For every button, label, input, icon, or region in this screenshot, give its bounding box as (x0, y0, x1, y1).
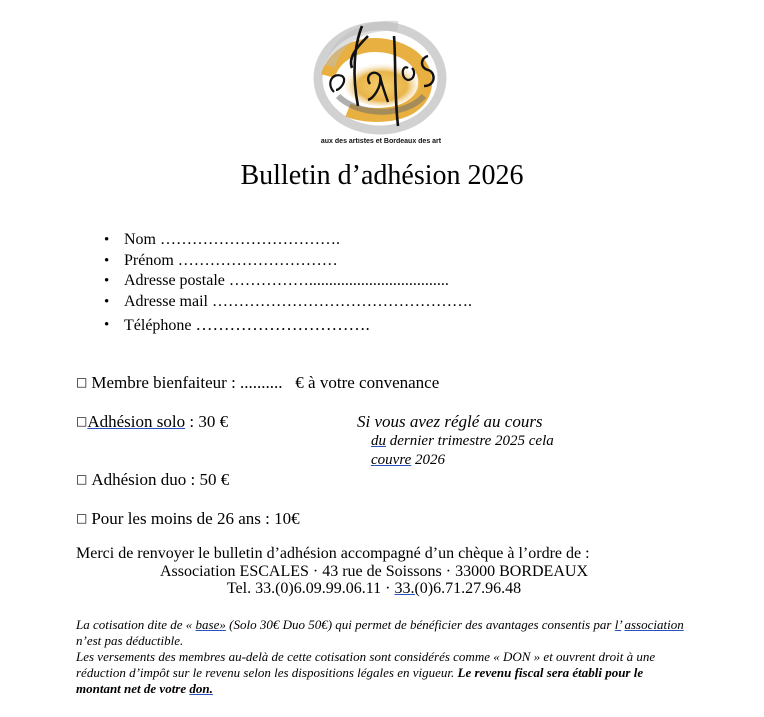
duo-label: Adhésion duo : 50 € (91, 470, 230, 489)
side-note-du: du (371, 433, 386, 449)
logo-caption: aux des artistes et Bordeaux des art (320, 138, 442, 145)
note-a3: n’est pas déductible. (76, 633, 184, 648)
note-a1: La cotisation dite de « (76, 617, 196, 632)
note-b1: Les versements des membres au-delà de cette cotisation sont considérés comme « DON » et ouvrent droit à une réduction d’impôt sur le revenu selon les dispositions légales en vigueur. (76, 649, 656, 680)
bienfaiteur-dots: .......... (240, 373, 283, 392)
field-nom-dots: ……………………………. (160, 231, 340, 248)
note-don: don. (189, 681, 213, 696)
merci-text: Merci de renvoyer le bulletin d’adhésion accompagné d’un chèque à l’ordre de : (76, 545, 590, 562)
side-note-line2 (371, 433, 554, 450)
member-fields-list (104, 230, 472, 339)
field-adresse-postale (104, 271, 472, 292)
side-note-line3 (371, 452, 445, 469)
note-b-bold: Le revenu fiscal sera établi pour le montant net de votre (76, 665, 644, 696)
bienfaiteur-suffix: € à votre convenance (295, 373, 440, 392)
field-nom (104, 230, 472, 251)
association-address: Association ESCALES · 43 rue de Soissons · 33000 BORDEAUX (160, 563, 588, 580)
checkbox-bienfaiteur[interactable]: □ (76, 375, 88, 389)
cotisation-note (76, 617, 686, 697)
note-base: base» (195, 617, 226, 632)
field-prenom-label: Prénom (124, 251, 174, 269)
field-prenom-dots: ………………………… (177, 251, 338, 269)
phone-second-u: 33.( (394, 580, 420, 597)
solo-label: Adhésion solo (87, 412, 186, 431)
bienfaiteur-label: Membre bienfaiteur : (91, 373, 236, 392)
field-adresse-postale-label: Adresse postale (124, 272, 225, 289)
checkbox-solo[interactable]: □ (76, 414, 88, 428)
option-adhesion-solo (76, 412, 228, 432)
solo-price: : 30 € (189, 412, 229, 431)
note-l: l’ (614, 617, 622, 632)
note-association: association (624, 617, 684, 632)
option-moins-26 (76, 509, 300, 529)
field-adresse-mail (104, 292, 472, 313)
side-note-couvre: couvre (371, 452, 412, 468)
note-paragraph-2 (76, 649, 686, 697)
phone-prefix: Tel. 33.(0)6.09.99.06.11 · (226, 580, 395, 597)
side-note-line3-text: 2026 (411, 452, 446, 468)
side-note-line2-text: dernier trimestre 2025 cela (386, 433, 554, 449)
field-telephone (104, 312, 472, 339)
note-paragraph-1 (76, 617, 686, 649)
option-membre-bienfaiteur (76, 373, 439, 393)
field-adresse-mail-label: Adresse mail (124, 292, 208, 310)
field-nom-label: Nom (124, 231, 156, 248)
field-adresse-mail-dots: …………………………………………. (211, 292, 472, 310)
field-telephone-label: Téléphone (124, 317, 192, 334)
phone-second-rest: 0)6.71.27.96.48 (419, 580, 522, 597)
option-adhesion-duo (76, 470, 229, 490)
checkbox-moins-26[interactable]: □ (76, 511, 88, 525)
logo-graphic (308, 6, 454, 136)
checkbox-duo[interactable]: □ (76, 472, 88, 486)
page-title: Bulletin d’adhésion 2026 (240, 160, 524, 191)
field-prenom (104, 251, 472, 272)
association-phones (0, 580, 756, 598)
field-telephone-dots: …………………………. (195, 315, 370, 334)
side-note-line1: Si vous avez réglé au cours (357, 412, 543, 431)
escales-logo (308, 6, 454, 146)
field-adresse-postale-dots: ……………................................... (228, 272, 449, 289)
moins-26-label: Pour les moins de 26 ans : 10€ (91, 509, 300, 528)
note-a2: (Solo 30€ Duo 50€) qui permet de bénéficier des avantages consentis par (225, 617, 615, 632)
